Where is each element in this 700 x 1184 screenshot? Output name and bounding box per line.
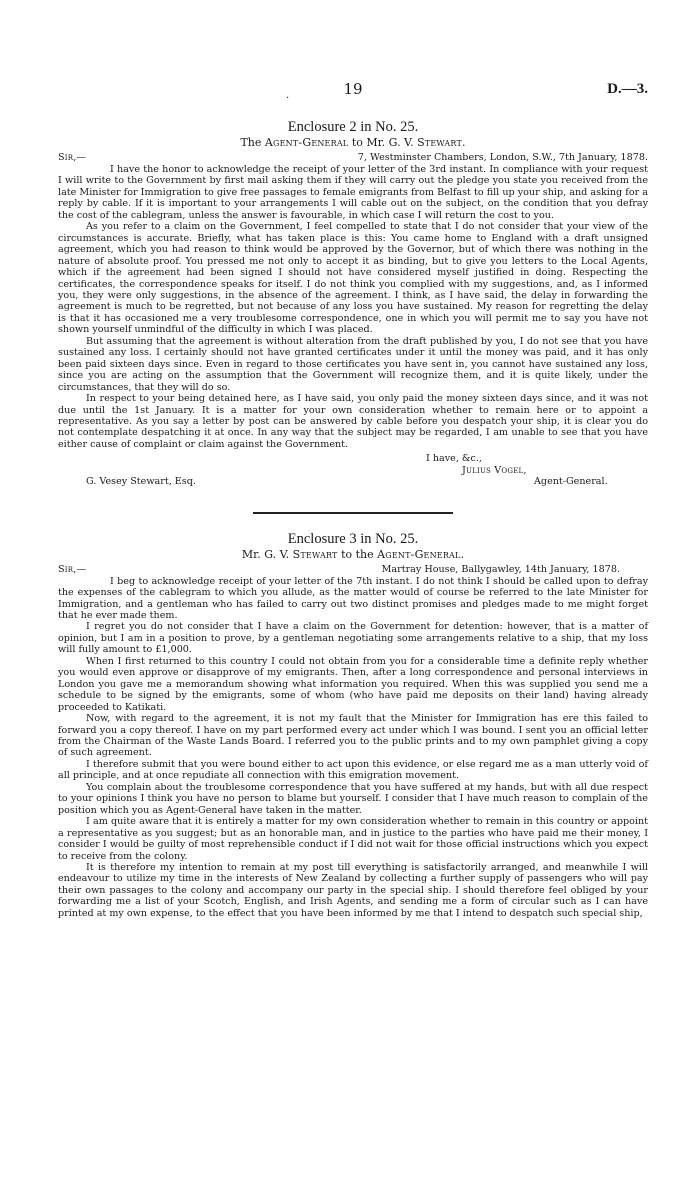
addressee: G. Vesey Stewart, Esq.: [86, 476, 196, 488]
enclosure-3-salutation: Sir,—: [58, 563, 87, 575]
enclosure-2-subtitle-from: Agent-General: [264, 136, 349, 149]
enclosure-2-subtitle-end: .: [462, 136, 466, 149]
enclosure-3-paragraph-1: I beg to acknowledge receipt of your letter of the 7th instant. I do not think I should be called upon to defray the expenses of the cablegram to which you allude, as the matter would of course be referred to the late Minister for Immigration, and a gentleman who has failed to carry out two distinct promises and pledges made to me might forget that he ever made them.: [58, 575, 648, 621]
enclosure-3: [58, 530, 648, 920]
enclosure-2-paragraph-3: But assuming that the agreement is without alteration from the draft published by you, I do not see that you have sustained any loss. I certainly should not have granted certificates under it until the money was paid, and it has only been paid sixteen days since. Even in regard to those certificates you have sent in, you cannot have sustained any loss, since you are acting on the assumption that the Government will recognize them, and it is quite likely, under the circumstances, that they will do so.: [58, 335, 648, 393]
enclosure-2-subtitle-pre: The: [240, 136, 265, 149]
enclosure-2-subtitle: [58, 136, 648, 150]
page-number: 19: [343, 80, 363, 98]
enclosure-2-salutation: Sir,—: [58, 152, 87, 163]
enclosure-2-paragraph-4: In respect to your being detained here, as I have said, you only paid the money sixteen days since, and it was not due until the 1st January. It is a matter for your own consideration whether to remain here or to appoint a representative. As you say a letter by post can be answered by cable before you despatch your ship, it is clear you do not contemplate despatching it at once. In any way that the subject may be regarded, I am unable to see that you have either cause of complaint or claim against the Government.: [58, 393, 648, 450]
section-divider: [253, 512, 453, 514]
enclosure-3-paragraph-6: You complain about the troublesome correspondence that you have suffered at my hands, but with all due respect to your opinions I think you have no person to blame but yourself. I consider that I have much reason to complain of the position which you as Agent-General have taken in the matter.: [58, 781, 648, 816]
enclosure-2-salutation-line: [58, 152, 648, 164]
signature: Julius Vogel,: [462, 464, 527, 476]
enclosure-3-paragraph-8: It is therefore my intention to remain at my post till everything is satisfactorily arranged, and meanwhile I will endeavour to utilize my time in the interests of New Zealand by collecting a further supply of passengers who will pay their own passages to the colony and accompany our party in the special ship. I should therefore feel obliged by your forwarding me a list of your Scotch, English, and Irish Agents, and sending me a form of circular such as I can have printed at my own expense, to the effect that you have been informed by me that I intend to despatch such special ship,: [58, 861, 648, 919]
enclosure-3-subtitle-pre: Mr. G. V.: [241, 547, 293, 561]
enclosure-2-title: Enclosure 2 in No. 25.: [287, 119, 419, 135]
enclosure-3-paragraph-5: I therefore submit that you were bound either to act upon this evidence, or else regard me as a man utterly void of all principle, and at once repudiate all connection with this emigration movement.: [58, 758, 648, 782]
enclosure-3-salutation-line: [58, 564, 648, 576]
enclosure-2-closing: [58, 453, 648, 487]
enclosure-3-subtitle-mid: to the: [337, 547, 378, 561]
enclosure-2-subtitle-to: Stewart: [417, 136, 463, 149]
enclosure-3-paragraph-4: Now, with regard to the agreement, it is not my fault that the Minister for Immigration has ere this failed to forward you a copy thereof. I have on my part performed every act under which I was bound. I sent you an official letter from the Chairman of the Waste Lands Board. I referred you to the public prints and to my own pamphlet giving a copy of such agreement.: [58, 713, 648, 759]
enclosure-3-paragraph-2: I regret you do not consider that I have a claim on the Government for detention: however, that is a matter of opinion, but I am in a position to prove, by a gentleman negotiating some arrangements relative to a ship, that my loss will fully amount to £1,000.: [58, 621, 648, 656]
signature-title: Agent-General.: [534, 476, 608, 488]
enclosure-2-subtitle-mid: to Mr. G. V.: [348, 136, 418, 149]
enclosure-2-paragraph-2: As you refer to a claim on the Government, I feel compelled to state that I do not consider that your view of the circumstances is accurate. Briefly, what has taken place is this: You came home to England with a draft unsigned agreement, which you had reason to think would be approved by the Governor, but of which there was nothing in the nature of absolute proof. You pressed me not only to accept it as binding, but to give you letters to the Local Agents, which if the agreement had been signed I should not have considered myself justified in doing. Respecting the certificates, the correspondence speaks for itself. I do not think you complied with my suggestions, and, as I informed you, they were only suggestions, in the absence of the agreement. I think, as I have said, the delay in forwarding the agreement is much to be regretted, but not because of any loss you have sustained. My reason for regretting the delay is that it has occasioned me a very troublesome correspondence, one in which you will permit me to say you have not shown yourself unmindful of the difficulty in which I was placed.: [58, 221, 648, 336]
page-mark: .: [286, 90, 290, 101]
enclosure-3-address: Martray House, Ballygawley, 14th January, 1878.: [381, 563, 620, 575]
enclosure-3-subtitle-to: Agent-General: [377, 547, 461, 561]
enclosure-3-subtitle-from: Stewart: [292, 547, 338, 561]
enclosure-3-subtitle: [58, 548, 648, 562]
enclosure-3-title: Enclosure 3 in No. 25.: [287, 530, 419, 547]
closing-phrase: I have, &c.,: [426, 453, 482, 465]
enclosure-3-paragraph-3: When I first returned to this country I could not obtain from you for a considerable time a definite reply whether you would even approve or disapprove of my emigrants. Then, after a long correspondence and personal interviews in London you gave me a memorandum showing what information you required. When this was supplied you send me a schedule to be signed by the emigrants, some of whom (who have paid me deposits on their land) having already proceeded to Katikati.: [58, 655, 648, 713]
enclosure-3-paragraph-7: I am quite aware that it is entirely a matter for my own consideration whether to remain in this country or appoint a representative as you suggest; but as an honorable man, and in justice to the parties who have paid me their money, I consider I would be guilty of most reprehensible conduct if I did not wait for those official instructions which you expect to receive from the colony.: [58, 816, 648, 862]
page-header: [58, 80, 648, 114]
enclosure-3-subtitle-end: .: [460, 547, 465, 561]
enclosure-2: [58, 118, 648, 488]
enclosure-2-address: 7, Westminster Chambers, London, S.W., 7th January, 1878.: [357, 152, 648, 163]
enclosure-2-paragraph-1: I have the honor to acknowledge the receipt of your letter of the 3rd instant. In compliance with your request I will write to the Government by first mail asking them if they will carry out the pledge you state you received from the late Minister for Immigration to give free passages to female emigrants from Belfast to fill up your ship, and asking for a reply by cable. If it is important to your arrangements I will cable out on the subject, on the condition that you defray the cost of the cablegram, unless the answer is favourable, in which case I will return the cost to you.: [58, 164, 648, 221]
document-reference: D.—3.: [607, 81, 648, 97]
